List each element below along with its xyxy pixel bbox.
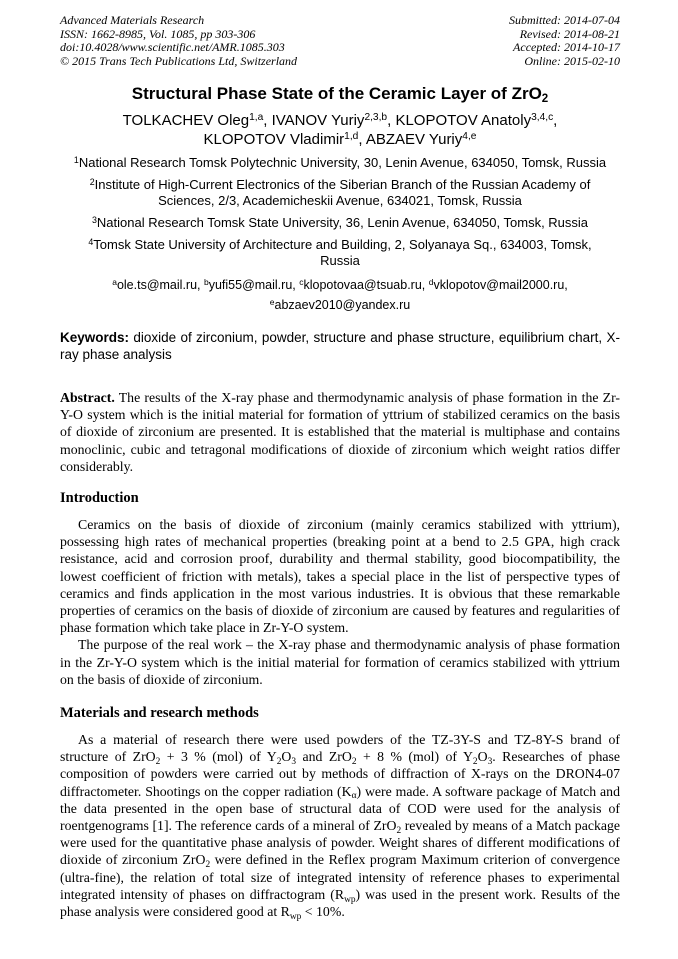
abstract-block — [60, 389, 620, 475]
abstract-label: Abstract. — [60, 390, 115, 405]
journal-masthead — [60, 14, 620, 68]
journal-doi: doi:10.4028/www.scientific.net/AMR.1085.303 — [60, 40, 285, 54]
accepted-date: Accepted: 2014-10-17 — [513, 40, 620, 54]
submission-dates — [509, 14, 620, 68]
authors-line-1: TOLKACHEV Oleg$^{1,a}$, IVANOV Yuriy$^{2,3,b}$, KLOPOTOV Anatoly$^{3,4,c}$, — [122, 112, 558, 129]
author-emails-line-1: $^a$ole.ts@mail.ru, $^b$yufi55@mail.ru, $^c$klopotovaa@tsuab.ru, $^d$vklopotov@mail2000.ru, — [112, 277, 568, 292]
affiliation-2: $^2$Institute of High-Current Electronics of the Siberian Branch of the Russian Academy of Sciences, 2/3, Academicheskii Avenue, 634021, Tomsk, Russia — [89, 177, 591, 208]
paper-title: Structural Phase State of the Ceramic Layer of ZrO$_2$ — [131, 84, 549, 106]
section-heading-introduction: Introduction — [60, 490, 139, 507]
introduction-paragraph-1: Ceramics on the basis of dioxide of zirconium (mainly ceramics stabilized with yttrium), possessing high rates of mechanical properties (breaking point at a bend to 2.5 GPA, high crack resistance, acid and corrosion proof, durability and thermal stability, good biocompatibility, the lowest coefficient of friction with metals), takes a special place in the list of perspective types of ceramics and finds application in the most various industries. It is obvious that these remarkable properties of ceramics on the basis of dioxide of zirconium are caused by features and regularities of phase formation which take place in Zr-Y-O system. — [60, 517, 620, 636]
journal-name: Advanced Materials Research — [60, 13, 205, 27]
keywords-text: dioxide of zirconium, powder, structure and phase structure, equilibrium chart, X-ray phase analysis — [60, 330, 620, 362]
introduction-paragraph-2: The purpose of the real work – the X-ray phase and thermodynamic analysis of phase formation in the Zr-Y-O system which is the initial material for formation of ceramics stabilized with yttrium on the basis of dioxide of zirconium. — [60, 637, 620, 687]
keywords-label: Keywords: — [60, 330, 130, 345]
section-heading-materials: Materials and research methods — [60, 705, 259, 722]
materials-paragraph: As a material of research there were used powders of the TZ-3Y-S and TZ-8Y-S brand of structure of ZrO$_2$ + 3 % (mol) of $Y_2O_3$ and ZrO$_2$ + 8 % (mol) of $Y_2O_3$. Researches of phase composition of powders were carried out by methods of diffraction of X-rays on the DRON4-07 diffractometer. Shootings on the copper radiation $(K_\alpha)$ were made. A software package of Match and the data presented in the open base of structural data of COD were used for the analysis of roentgenograms [1]. The reference cards of a mineral of ZrO$_2$ revealed by means of a Match package were used for the quantitative phase analysis of powder. Weight shares of different modifications of dioxide of zirconium ZrO$_2$ were defined in the Reflex program Maximum criterion of convergence (ultra-fine), the relation of total size of integrated intensity of reference phases to experimental integrated intensity of phases on diffractogram $(R_{wp})$ was used in the present work. Results of the phase analysis were considered good at $R_{wp} < 10\%$. — [60, 732, 620, 922]
abstract-text: The results of the X-ray phase and thermodynamic analysis of phase formation in the Zr-Y-O system which is the initial material for formation of yttrium of stabilized ceramics on the basis of dioxide of zirconium are presented. It is established that the material is multiphase and contains monoclinic, cubic and tetragonal modifications of dioxide of zirconium which weight ratios differ considerably. — [60, 390, 620, 474]
submitted-date: Submitted: 2014-07-04 — [509, 13, 620, 27]
journal-issn-volume: ISSN: 1662-8985, Vol. 1085, pp 303-306 — [60, 26, 256, 41]
journal-copyright: © 2015 Trans Tech Publications Ltd, Switzerland — [60, 53, 298, 68]
revised-date: Revised: 2014-08-21 — [519, 26, 620, 41]
keywords-block — [60, 330, 620, 363]
affiliation-4: $^4$Tomsk State University of Architecture and Building, 2, Solyanaya Sq., 634003, Tomsk, Russia — [88, 237, 592, 268]
affiliation-3: $^3$National Research Tomsk State University, 36, Lenin Avenue, 634050, Tomsk, Russia — [91, 215, 589, 230]
author-emails-line-2: $^e$abzaev2010@yandex.ru — [269, 297, 411, 312]
journal-info — [60, 14, 297, 68]
authors-line-2: KLOPOTOV Vladimir$^{1,d}$, ABZAEV Yuriy$^{4,e}$ — [203, 131, 477, 148]
online-date: Online: 2015-02-10 — [524, 53, 620, 68]
affiliation-1: $^1$National Research Tomsk Polytechnic University, 30, Lenin Avenue, 634050, Tomsk, Russia — [73, 155, 607, 170]
